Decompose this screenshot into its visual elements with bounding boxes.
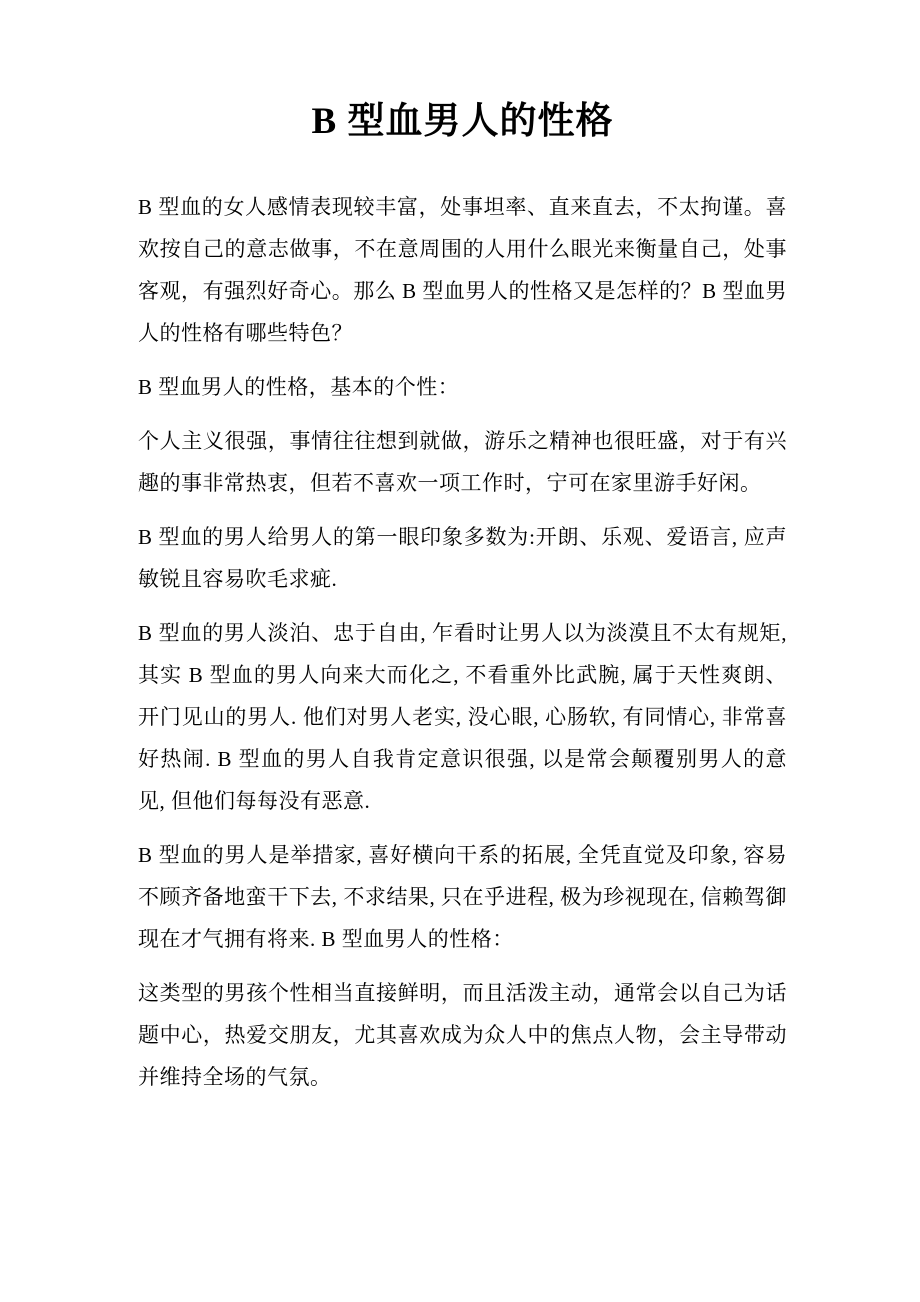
paragraph-social-focus: 这类型的男孩个性相当直接鲜明，而且活泼主动，通常会以自己为话题中心，热爱交朋友，尤其喜欢成为众人中的焦点人物，会主导带动并维持全场的气氛。 [138, 981, 787, 1090]
paragraph-intro: B 型血的女人感情表现较丰富，处事坦率、直来直去，不太拘谨。喜欢按自己的意志做事，不在意周围的人用什么眼光来衡量自己，处事客观，有强烈好奇心。那么 B 型血男人的性格又是怎样的？B 型血男人的性格有哪些特色？ [138, 195, 787, 346]
paragraph-basic-personality-heading: B 型血男人的性格，基本的个性： [138, 375, 460, 400]
paragraph-action-oriented: B 型血的男人是举措家, 喜好横向干系的拓展, 全凭直觉及印象, 容易不顾齐备地蛮干下去, 不求结果, 只在乎进程, 极为珍视现在, 信赖驾御现在才气拥有将来. B 型血男人的性格： [138, 843, 787, 952]
paragraph-freedom-nature: B 型血的男人淡泊、忠于自由, 乍看时让男人以为淡漠且不太有规矩, 其实 B 型血的男人向来大而化之, 不看重外比武腕, 属于天性爽朗、开门见山的男人. 他们对男人老实, 没心眼, 心肠软, 有同情心, 非常喜好热闹. B 型血的男人自我肯定意识很强, 以是常会颠覆别男人的意见, 但他们每每没有恶意. [138, 621, 787, 814]
paragraph-individualism: 个人主义很强，事情往往想到就做，游乐之精神也很旺盛，对于有兴趣的事非常热衷，但若不喜欢一项工作时，宁可在家里游手好闲。 [138, 429, 787, 496]
paragraph-first-impression: B 型血的男人给男人的第一眼印象多数为:开朗、乐观、爱语言, 应声敏锐且容易吹毛求疵. [138, 525, 787, 592]
document-title: B 型血男人的性格 [311, 101, 614, 142]
